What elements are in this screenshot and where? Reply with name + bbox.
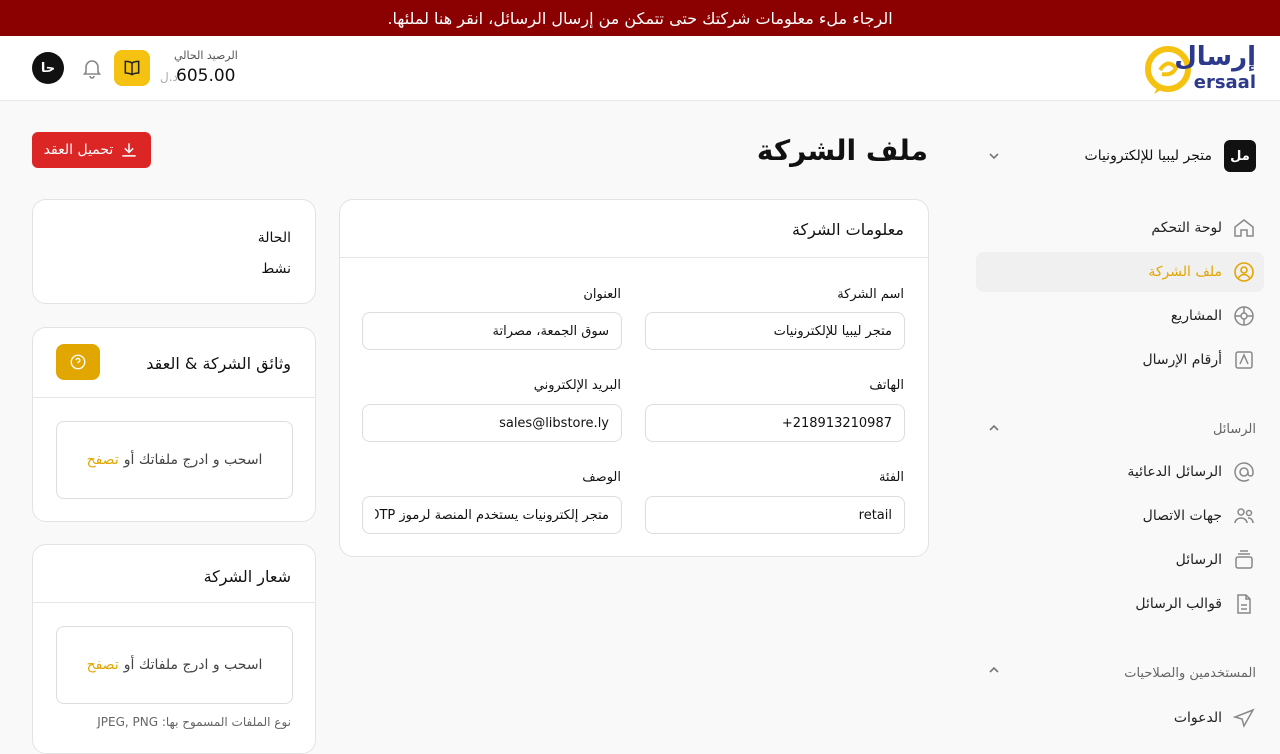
user-circle-icon	[1232, 260, 1256, 284]
sidebar-item-label: قوالب الرسائل	[1135, 596, 1222, 612]
logo-card	[32, 544, 316, 754]
projects-icon	[1232, 304, 1256, 328]
category-label: الفئة	[878, 470, 904, 485]
address-field[interactable]	[362, 312, 622, 350]
category-field[interactable]	[645, 496, 905, 534]
at-icon	[1232, 460, 1256, 484]
card-title: وثائق الشركة & العقد	[146, 354, 291, 373]
sidebar-item-sender-numbers[interactable]	[976, 340, 1264, 380]
fill-info-banner[interactable]	[0, 0, 1280, 36]
download-contract-label: تحميل العقد	[43, 142, 114, 158]
phone-field[interactable]	[645, 404, 905, 442]
company-info-card	[339, 199, 929, 557]
sidebar-item-company-profile[interactable]	[976, 252, 1264, 292]
banner-text: الرجاء ملء معلومات شركتك حتى تتمكن من إرسال الرسائل، انقر هنا لملئها.	[387, 8, 893, 28]
email-label: البريد الإلكتروني	[533, 378, 621, 393]
send-icon	[1232, 706, 1256, 730]
browse-link[interactable]: تصفح	[86, 657, 119, 673]
phone-label: الهاتف	[869, 378, 904, 393]
sidebar-item-label: ملف الشركة	[1148, 264, 1222, 280]
chevron-up-icon[interactable]	[986, 662, 1002, 678]
file-types-hint: نوع الملفات المسموح بها: JPEG, PNG	[97, 715, 291, 729]
card-title: شعار الشركة	[203, 567, 291, 586]
dropzone-text: اسحب و ادرج ملفاتك أو	[123, 657, 263, 673]
sidebar-item-contacts[interactable]	[976, 496, 1264, 536]
user-avatar[interactable]: حا	[32, 52, 64, 84]
guide-button[interactable]	[114, 50, 150, 86]
messages-section-title[interactable]: الرسائل	[1212, 422, 1256, 437]
page-title: ملف الشركة	[756, 134, 928, 167]
sidebar-item-label: الرسائل	[1175, 552, 1222, 568]
sidebar-item-label: المشاريع	[1170, 308, 1222, 324]
divider	[340, 257, 928, 258]
store-name[interactable]: متجر ليبيا للإلكترونيات	[1084, 148, 1212, 164]
balance-currency: د.ل	[160, 70, 178, 84]
sidebar-item-label: لوحة التحكم	[1151, 220, 1222, 236]
sidebar-item-invitations[interactable]	[976, 698, 1264, 738]
company-name-field[interactable]	[645, 312, 905, 350]
sidebar-item-messages[interactable]	[976, 540, 1264, 580]
question-circle-icon	[69, 353, 87, 371]
divider	[33, 602, 315, 603]
top-header	[0, 36, 1280, 101]
status-card	[32, 199, 316, 304]
download-icon	[119, 140, 139, 160]
users-section-title[interactable]: المستخدمين والصلاحيات	[1124, 666, 1256, 681]
status-label: الحالة	[257, 230, 291, 246]
home-icon	[1232, 216, 1256, 240]
download-contract-button[interactable]	[32, 132, 151, 168]
chevron-down-icon[interactable]	[986, 148, 1002, 164]
sidebar-item-label: أرقام الإرسال	[1142, 352, 1222, 368]
address-label: العنوان	[583, 287, 621, 302]
card-title: معلومات الشركة	[791, 220, 904, 239]
document-icon	[1232, 592, 1256, 616]
store-avatar[interactable]: مل	[1224, 140, 1256, 172]
logo-arabic: إرسال	[1174, 42, 1256, 72]
sidebar-item-campaigns[interactable]	[976, 452, 1264, 492]
sidebar-item-dashboard[interactable]	[976, 208, 1264, 248]
sidebar-item-templates[interactable]	[976, 584, 1264, 624]
balance-label: الرصيد الحالي	[174, 49, 238, 62]
sidebar-item-label: الرسائل الدعائية	[1127, 464, 1222, 480]
stack-icon	[1232, 548, 1256, 572]
sidebar-item-label: جهات الاتصال	[1142, 508, 1222, 524]
balance-value: 605.00	[176, 66, 236, 86]
chevron-up-icon[interactable]	[986, 420, 1002, 436]
ersaal-logo[interactable]	[1144, 42, 1256, 96]
divider	[33, 397, 315, 398]
description-field[interactable]	[362, 496, 622, 534]
documents-dropzone[interactable]	[56, 421, 293, 499]
sender-numbers-icon	[1232, 348, 1256, 372]
sidebar-item-label: الدعوات	[1173, 710, 1222, 726]
contacts-icon	[1232, 504, 1256, 528]
browse-link[interactable]: تصفح	[86, 452, 119, 468]
logo-dropzone[interactable]	[56, 626, 293, 704]
email-field[interactable]	[362, 404, 622, 442]
book-icon	[122, 58, 142, 78]
description-label: الوصف	[582, 470, 621, 485]
bell-icon[interactable]	[80, 56, 104, 80]
logo-latin: ersaal	[1193, 72, 1256, 93]
documents-card	[32, 327, 316, 522]
dropzone-text: اسحب و ادرج ملفاتك أو	[123, 452, 263, 468]
sidebar-item-projects[interactable]	[976, 296, 1264, 336]
status-value: نشط	[261, 261, 291, 277]
help-button[interactable]	[56, 344, 100, 380]
company-name-label: اسم الشركة	[837, 287, 904, 302]
